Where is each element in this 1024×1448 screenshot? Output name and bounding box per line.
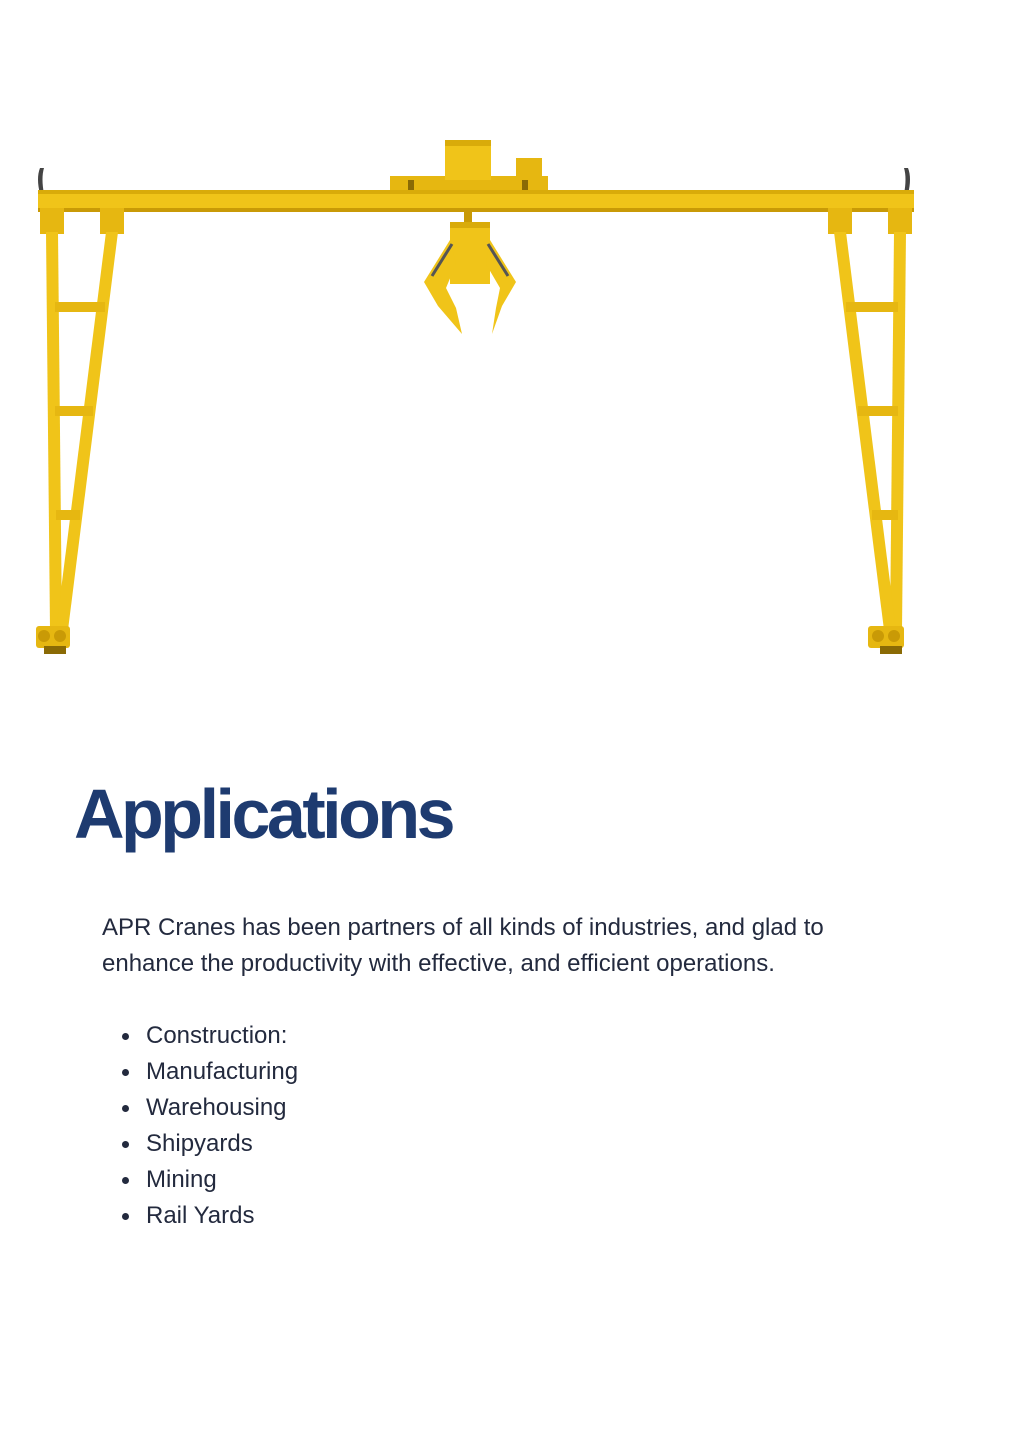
- page-title: Applications: [74, 775, 453, 853]
- list-item-label: Construction:: [146, 1022, 288, 1049]
- gantry-crane-icon: [0, 0, 1024, 700]
- list-item-label: Mining: [146, 1166, 217, 1193]
- bullet-icon: [122, 1177, 129, 1184]
- list-item: [102, 1126, 298, 1162]
- list-item: [102, 1198, 298, 1234]
- list-item-label: Shipyards: [146, 1130, 253, 1157]
- bullet-icon: [122, 1105, 129, 1112]
- list-item: [102, 1162, 298, 1198]
- list-item-label: Manufacturing: [146, 1058, 299, 1085]
- intro-paragraph: APR Cranes has been partners of all kinds of industries, and glad to enhance the productivity with effective, and efficient operations.: [102, 914, 824, 977]
- gantry-crane-figure: [0, 0, 1024, 700]
- bullet-icon: [122, 1213, 129, 1220]
- list-item: [102, 1090, 298, 1126]
- applications-list: [102, 1018, 298, 1234]
- list-item-label: Warehousing: [146, 1094, 287, 1121]
- list-item: [102, 1054, 298, 1090]
- bullet-icon: [122, 1141, 129, 1148]
- bullet-icon: [122, 1069, 129, 1076]
- list-item: [102, 1018, 298, 1054]
- list-item-label: Rail Yards: [146, 1202, 255, 1229]
- bullet-icon: [122, 1033, 129, 1040]
